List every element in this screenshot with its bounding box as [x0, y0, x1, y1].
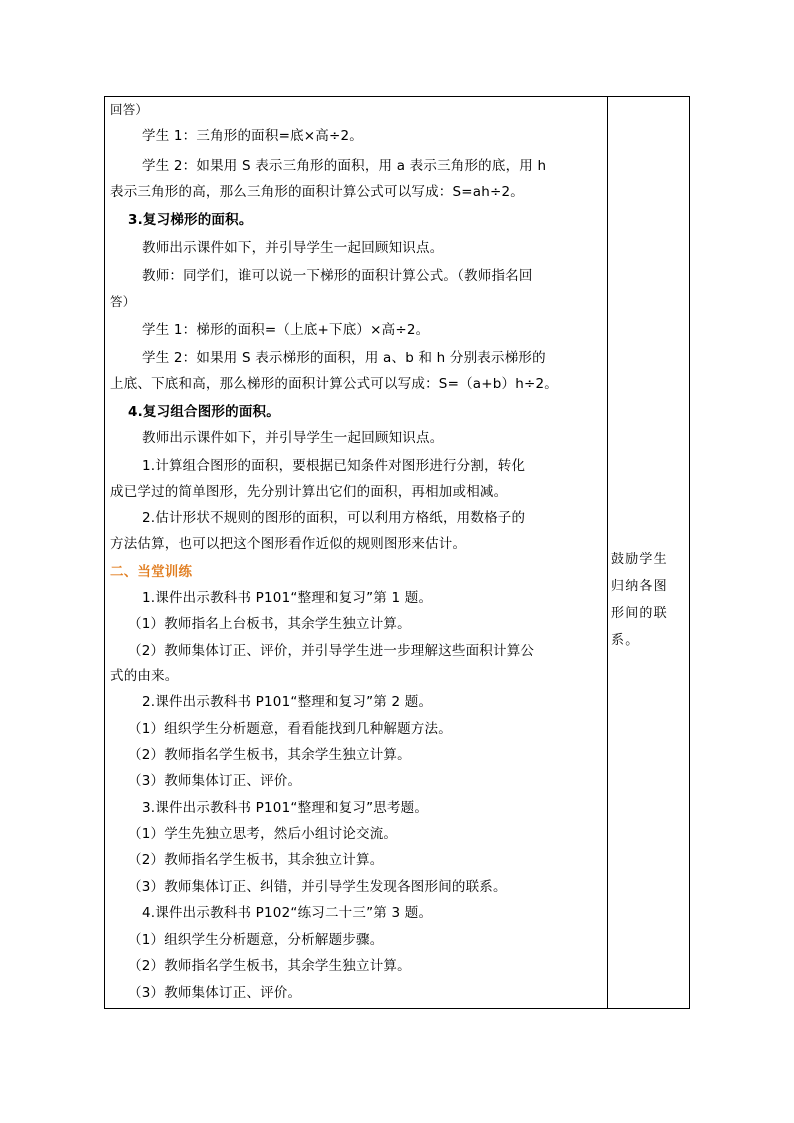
text-line: 学生 1：三角形的面积=底×高÷2。 — [142, 128, 364, 144]
text-line: 3.课件出示教科书 P101“整理和复习”思考题。 — [142, 800, 429, 816]
text-line: 上底、下底和高，那么梯形的面积计算公式可以写成：S=（a+b）h÷2。 — [110, 376, 558, 392]
text-line: （3）教师集体订正、评价。 — [128, 985, 302, 1001]
text-line: 学生 2：如果用 S 表示梯形的面积，用 a、b 和 h 分别表示梯形的 — [142, 350, 546, 366]
text-line: （2）教师指名学生板书，其余学生独立计算。 — [128, 747, 411, 763]
text-line: 学生 1：梯形的面积=（上底+下底）×高÷2。 — [142, 322, 430, 338]
text-line: （3）教师集体订正、评价。 — [128, 773, 302, 789]
side-text-line: 鼓励学生 — [611, 552, 668, 567]
text-line: 1.计算组合图形的面积，要根据已知条件对图形进行分割，转化 — [142, 458, 526, 474]
text-line: 表示三角形的高，那么三角形的面积计算公式可以写成：S=ah÷2。 — [110, 184, 525, 200]
text-line: 1.课件出示教科书 P101“整理和复习”第 1 题。 — [142, 590, 433, 606]
column-divider — [607, 96, 608, 1009]
text-line: （1）组织学生分析题意，看看能找到几种解题方法。 — [128, 721, 452, 737]
text-line: 答） — [110, 294, 136, 309]
side-text-line: 形间的联 — [611, 606, 668, 621]
text-line: （3）教师集体订正、纠错，并引导学生发现各图形间的联系。 — [128, 879, 507, 895]
text-line: 回答） — [110, 102, 149, 117]
text-line: 4.课件出示教科书 P102“练习二十三”第 3 题。 — [142, 905, 433, 921]
text-line: 成已学过的简单图形，先分别计算出它们的面积，再相加或相减。 — [110, 484, 508, 500]
side-text-line: 系。 — [611, 633, 640, 648]
section-heading: 二、当堂训练 — [110, 564, 193, 580]
text-line: 学生 2：如果用 S 表示三角形的面积，用 a 表示三角形的底，用 h — [142, 158, 547, 174]
text-line: 方法估算，也可以把这个图形看作近似的规则图形来估计。 — [110, 536, 467, 552]
text-line: 教师：同学们，谁可以说一下梯形的面积计算公式。（教师指名回 — [142, 268, 533, 284]
text-line: （1）教师指名上台板书，其余学生独立计算。 — [128, 616, 411, 632]
subheading: 3.复习梯形的面积。 — [128, 212, 253, 228]
text-line: （1）组织学生分析题意，分析解题步骤。 — [128, 932, 384, 948]
side-text-line: 归纳各图 — [611, 579, 668, 594]
text-line: 式的由来。 — [110, 668, 179, 684]
text-line: 2.估计形状不规则的图形的面积，可以利用方格纸，用数格子的 — [142, 510, 526, 526]
text-line: 教师出示课件如下，并引导学生一起回顾知识点。 — [142, 430, 444, 446]
text-line: （2）教师指名学生板书，其余学生独立计算。 — [128, 958, 411, 974]
text-line: （2）教师集体订正、评价，并引导学生进一步理解这些面积计算公 — [128, 643, 535, 659]
subheading: 4.复习组合图形的面积。 — [128, 404, 280, 420]
text-line: （2）教师指名学生板书，其余独立计算。 — [128, 852, 384, 868]
text-line: 教师出示课件如下，并引导学生一起回顾知识点。 — [142, 240, 444, 256]
text-line: 2.课件出示教科书 P101“整理和复习”第 2 题。 — [142, 694, 433, 710]
text-line: （1）学生先独立思考，然后小组讨论交流。 — [128, 826, 398, 842]
